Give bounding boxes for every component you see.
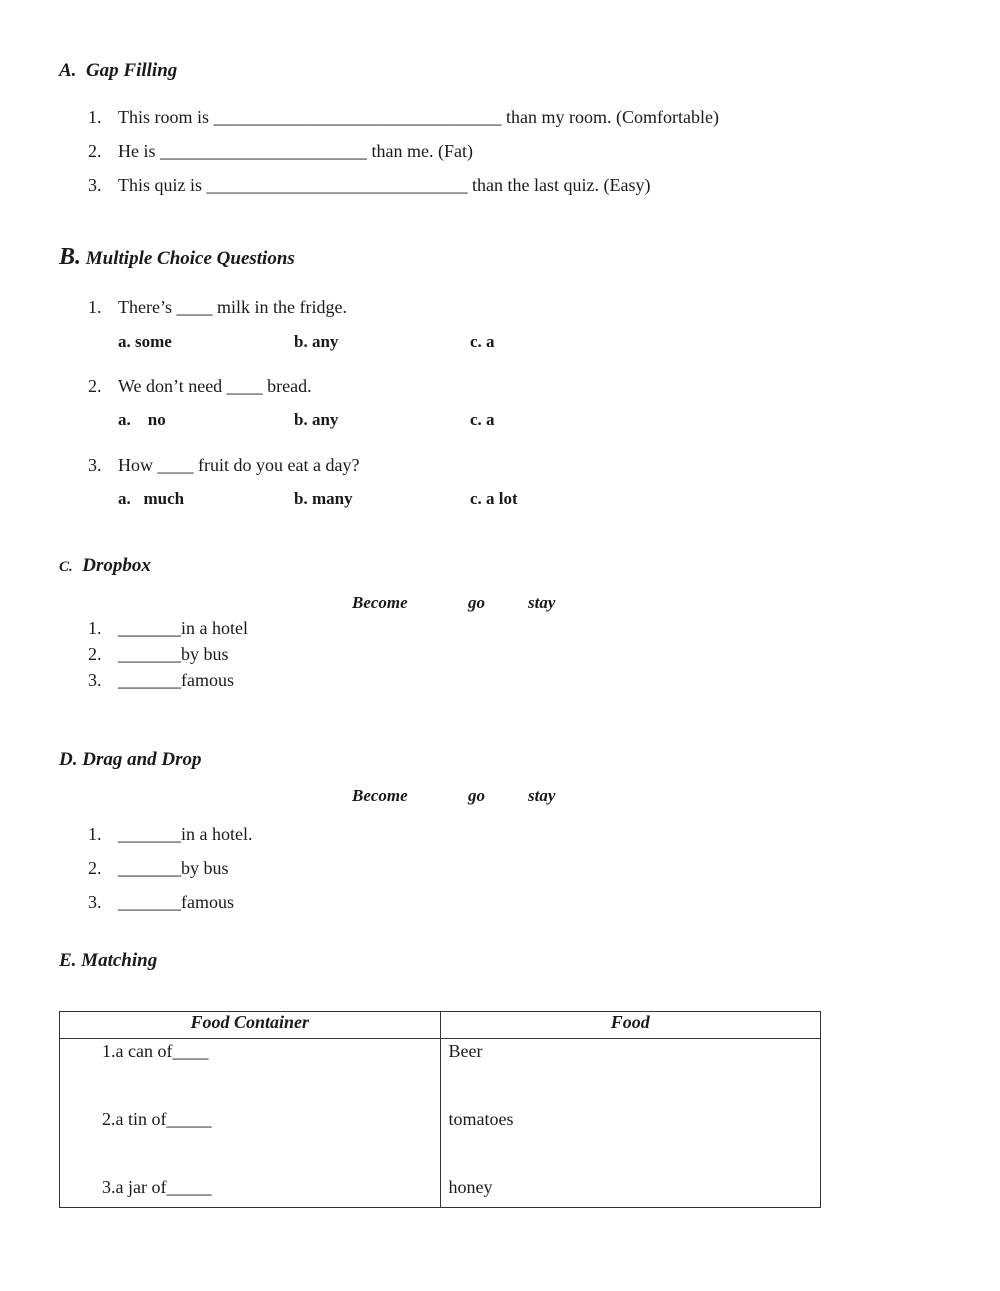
drop-target-item[interactable]: 1. _______in a hotel. xyxy=(88,824,253,844)
gap-item: 3. This quiz is _____________________________ than the last quiz. (Easy) xyxy=(88,175,651,195)
match-right-item[interactable]: honey xyxy=(448,1177,493,1197)
match-right-item[interactable]: Beer xyxy=(448,1041,483,1061)
section-c-title: Dropbox xyxy=(82,555,151,576)
mcq-question: 2. We don’t need ____ bread. xyxy=(88,376,312,396)
mcq-option[interactable]: c. a xyxy=(470,410,495,429)
dropbox-item[interactable]: 1. _______in a hotel xyxy=(88,618,248,638)
matching-table xyxy=(59,1011,821,1208)
section-a-letter: A. xyxy=(59,60,77,81)
section-b-title: Multiple Choice Questions xyxy=(85,248,295,269)
table-header-food: Food xyxy=(440,1012,821,1039)
section-d-heading: D. Drag and Drop xyxy=(59,749,202,770)
word-bank-word: go xyxy=(468,593,485,612)
section-a-heading xyxy=(59,60,177,82)
mcq-option[interactable]: a. some xyxy=(118,332,172,351)
container-column xyxy=(60,1039,441,1208)
table-header-container: Food Container xyxy=(60,1012,441,1039)
match-left-item[interactable]: 1.a can of____ xyxy=(102,1041,209,1061)
mcq-option[interactable]: c. a lot xyxy=(470,489,518,508)
section-a-title: Gap Filling xyxy=(85,60,178,81)
section-b-heading xyxy=(59,244,295,271)
gap-item: 2. He is _______________________ than me. (Fat) xyxy=(88,141,473,161)
section-c-heading xyxy=(59,555,151,577)
mcq-option[interactable]: a. no xyxy=(118,410,166,429)
section-e-heading: E. Matching xyxy=(59,950,158,971)
match-right-item[interactable]: tomatoes xyxy=(448,1109,514,1129)
section-b-letter: B. xyxy=(59,244,82,270)
word-bank-word: Become xyxy=(352,593,408,612)
word-bank-word: stay xyxy=(528,593,556,612)
mcq-option[interactable]: b. any xyxy=(294,332,339,351)
match-left-item[interactable]: 3.a jar of_____ xyxy=(102,1177,212,1197)
gap-item-text: He is _______________________ than me. (Fat) xyxy=(118,141,473,161)
draggable-word[interactable]: stay xyxy=(528,786,556,805)
draggable-word[interactable]: Become xyxy=(352,786,408,805)
gap-item: 1. This room is ________________________________ than my room. (Comfortable) xyxy=(88,107,719,127)
drop-target-item[interactable]: 3. _______famous xyxy=(88,892,234,912)
mcq-option[interactable]: b. any xyxy=(294,410,339,429)
drop-target-item[interactable]: 2. _______by bus xyxy=(88,858,229,878)
dropbox-item[interactable]: 3. _______famous xyxy=(88,670,234,690)
gap-item-text: This quiz is _____________________________ than the last quiz. (Easy) xyxy=(118,175,651,195)
dropbox-item[interactable]: 2. _______by bus xyxy=(88,644,229,664)
gap-item-text: This room is ________________________________ than my room. (Comfortable) xyxy=(118,107,719,127)
food-column xyxy=(440,1039,821,1208)
draggable-word[interactable]: go xyxy=(468,786,485,805)
mcq-option[interactable]: b. many xyxy=(294,489,353,508)
mcq-question: 1. There’s ____ milk in the fridge. xyxy=(88,297,347,317)
match-left-item[interactable]: 2.a tin of_____ xyxy=(102,1109,212,1129)
mcq-option[interactable]: c. a xyxy=(470,332,495,351)
mcq-question: 3. How ____ fruit do you eat a day? xyxy=(88,455,360,475)
section-c-letter: C. xyxy=(59,559,73,575)
mcq-option[interactable]: a. much xyxy=(118,489,185,508)
